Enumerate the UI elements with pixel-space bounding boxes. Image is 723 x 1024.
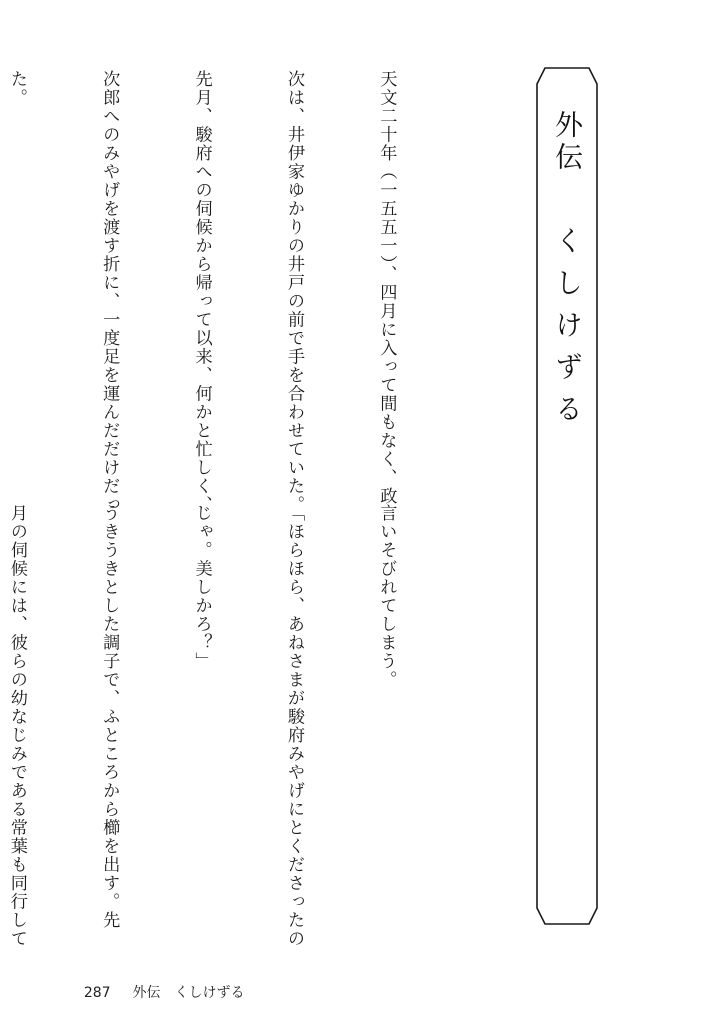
text-column: 次郎へのみやげを渡す折に、一度足を運んだだけだっ (99, 70, 120, 514)
text-column: 言いそびれてしまう。 (376, 504, 397, 689)
chapter-title-box (537, 68, 597, 924)
text-column: 先月、駿府への伺候から帰って以来、何かと忙しく、 (191, 70, 212, 514)
page-number: 287 (83, 985, 111, 1001)
running-title: 外伝 くしけずる (132, 985, 245, 1001)
chapter-title (543, 110, 591, 510)
text-column: 天文二十年（一五五一）、四月に入って間もなく、政 (376, 70, 397, 506)
text-column: 月の伺候には、彼らの幼なじみである常葉も同行して (6, 504, 27, 948)
text-block-upper (6, 70, 463, 514)
chapter-title-prefix: 外伝 (551, 110, 584, 174)
page-footer (66, 966, 245, 1018)
chapter-title-main: くしけずる (551, 226, 584, 436)
text-column: うきうきとした調子で、ふところから櫛を出す。先 (99, 504, 120, 930)
text-column: た。 (6, 70, 27, 107)
text-block-lower (6, 504, 463, 948)
text-column: じゃ。美しかろ？」 (191, 504, 212, 671)
text-column: 次は、井伊家ゆかりの井戸の前で手を合わせていた。 (284, 70, 305, 514)
text-column: 「ほらほら、あねさまが駿府みやげにとくださったの (284, 504, 305, 948)
